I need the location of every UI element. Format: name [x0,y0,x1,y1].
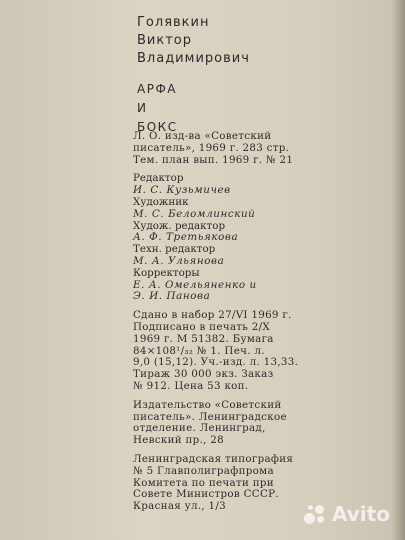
print-details-line: Подписано в печать 2/X [133,320,270,333]
print-details-line: 1969 г. М 51382. Бумага [133,332,274,345]
credit-editor [133,173,395,197]
author-name: Виктор [137,33,192,48]
print-details-line: Сдано в набор 27/VI 1969 г. [133,309,292,322]
watermark-text: Avito [332,502,390,526]
credit-tech-editor [133,244,395,268]
printer-line: № 5 Главполиграфпрома [133,464,274,477]
publisher-address-line: отделение. Ленинград, [133,422,266,435]
print-details-line: № 912. Цена 53 коп. [133,379,249,392]
title-line-1: АРФА [137,82,177,96]
title-line-2: И [137,101,148,115]
author-patronymic: Владимирович [137,51,250,66]
avito-dots-icon [302,501,328,527]
print-details-line: Тираж 30 000 экз. Заказ [133,368,274,381]
printer-line: Ленинградская типография [133,452,294,465]
author-surname: Голявкин [137,15,210,30]
credit-role: Редактор [133,172,184,185]
credit-person: М. С. Беломлинский [133,207,256,220]
credit-role: Техн. редактор [133,243,216,256]
publisher-address-line: писатель». Ленинградское [133,410,287,423]
credit-role: Художник [133,195,189,208]
publisher-info-line: писатель», 1969 г. 283 стр. [133,141,290,154]
publisher-address [133,400,395,447]
print-details-line: 9,0 (15,12). Уч.-изд. л. 13,33. [133,356,299,369]
credit-art-editor [133,221,395,245]
colophon [133,131,395,520]
author-block [137,14,250,68]
publisher-info-line: Л. О. изд-ва «Советский [133,130,272,142]
publisher-address-line: Издательство «Советский [133,398,282,411]
print-details [133,310,395,393]
credit-proofreaders [133,268,395,303]
printer-line: Красная ул., 1/3 [133,500,227,513]
credit-artist [133,197,395,221]
avito-watermark [302,500,390,528]
printer-line: Совете Министров СССР. [133,488,279,501]
print-details-line: 84×108¹/₃₂ № 1. Печ. л. [133,344,265,357]
printer-line: Комитета по печати при [133,476,274,489]
credit-person: Э. И. Панова [133,290,211,303]
publisher-info [133,131,395,166]
credit-person: М. А. Ульянова [133,254,225,267]
credit-person: И. С. Кузьмичев [133,184,231,197]
credit-person: А. Ф. Третьякова [133,231,239,244]
credit-role: Худож. редактор [133,219,226,232]
book-title [137,80,178,137]
publisher-address-line: Невский пр., 28 [133,434,224,447]
credit-person: Е. А. Омельяненко и [133,278,257,291]
credits [133,173,395,303]
credit-role: Корректоры [133,266,200,279]
title-line-3: БОКС [137,120,178,134]
publisher-info-line: Тем. план вып. 1969 г. № 21 [133,153,294,166]
